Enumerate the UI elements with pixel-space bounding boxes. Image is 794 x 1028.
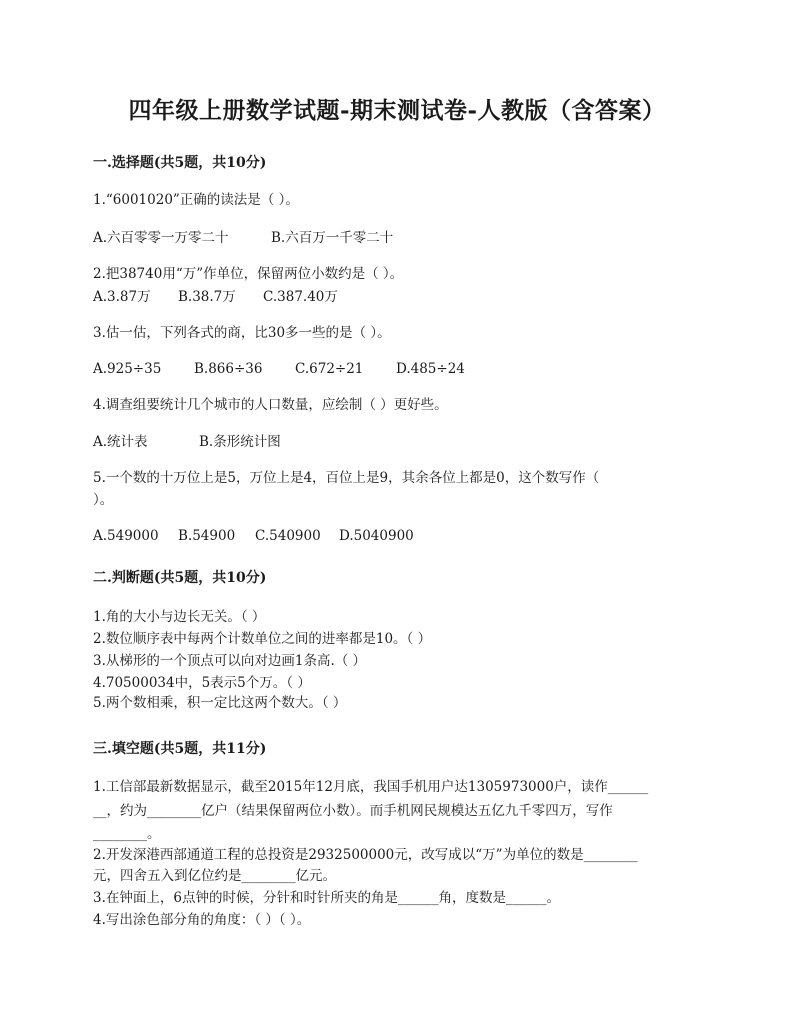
option-b[interactable]: B.866÷36 <box>194 361 263 377</box>
option-b[interactable]: B.六百万一千零二十 <box>271 230 394 246</box>
option-c[interactable]: C.387.40万 <box>263 289 338 305</box>
option-a[interactable]: A.3.87万 <box>93 289 151 305</box>
fill-q2-line2: 元，四舍五入到亿位约是________亿元。 <box>93 868 336 884</box>
fill-q2-line1: 2.开发深港西部通道工程的总投资是2932500000元，改写成以“万”为单位的数是________ <box>93 847 638 863</box>
question-5-stem-line2: ）。 <box>93 492 114 508</box>
section-heading-choice: 一.选择题(共5题，共10分) <box>93 155 267 171</box>
judge-item-4: 4.70500034中，5表示5个万。（ ） <box>93 675 311 691</box>
judge-item-3: 3.从梯形的一个顶点可以向对边画1条高.（ ） <box>93 653 367 669</box>
fill-q1-line3: ________。 <box>93 826 161 842</box>
fill-q1-line1: 1.工信部最新数据显示，截至2015年12月底，我国手机用户达1305973000户，读作______ <box>93 779 649 795</box>
question-4-options <box>93 434 281 450</box>
question-2-options <box>93 289 338 305</box>
section-heading-judge: 二.判断题(共5题，共10分) <box>93 570 267 586</box>
fill-q3: 3.在钟面上，6点钟的时候，分针和时针所夹的角是______角，度数是______。 <box>93 890 560 906</box>
question-3-options <box>93 361 465 377</box>
question-5-stem-line1: 5.一个数的十万位上是5，万位上是4，百位上是9，其余各位上都是0，这个数写作（ <box>93 470 600 486</box>
option-a[interactable]: A.统计表 <box>93 434 148 450</box>
judge-item-1: 1.角的大小与边长无关。（ ） <box>93 609 266 625</box>
question-5-options <box>93 528 414 544</box>
option-c[interactable]: C.672÷21 <box>295 361 364 377</box>
option-a[interactable]: A.925÷35 <box>93 361 162 377</box>
option-d[interactable]: D.485÷24 <box>396 361 465 377</box>
question-2-stem: 2.把38740用“万”作单位，保留两位小数约是（ ）。 <box>93 266 404 282</box>
option-b[interactable]: B.38.7万 <box>178 289 236 305</box>
option-b[interactable]: B.条形统计图 <box>199 434 281 450</box>
fill-q4: 4.写出涂色部分角的角度：（ ）（ ）。 <box>93 912 311 928</box>
question-3-stem: 3.估一估，下列各式的商，比30多一些的是（ ）。 <box>93 325 391 341</box>
fill-q1-line2: __，约为________亿户（结果保留两位小数）。而手机网民规模达五亿九千零四万，写作 <box>93 803 613 819</box>
page-title: 四年级上册数学试题-期末测试卷-人教版（含答案） <box>128 97 666 124</box>
option-a[interactable]: A.六百零零一万零二十 <box>93 230 229 246</box>
question-4-stem: 4.调查组要统计几个城市的人口数量，应绘制（ ）更好些。 <box>93 397 448 413</box>
option-a[interactable]: A.549000 <box>93 528 159 544</box>
question-1-stem: 1.“6001020”正确的读法是（ ）。 <box>93 192 299 208</box>
option-c[interactable]: C.540900 <box>255 528 321 544</box>
option-d[interactable]: D.5040900 <box>339 528 414 544</box>
judge-item-2: 2.数位顺序表中每两个计数单位之间的进率都是10。（ ） <box>93 631 432 647</box>
question-1-options <box>93 230 393 246</box>
option-b[interactable]: B.54900 <box>178 528 236 544</box>
section-heading-fill: 三.填空题(共5题，共11分) <box>93 741 267 757</box>
judge-item-5: 5.两个数相乘，积一定比这两个数大。（ ） <box>93 695 347 711</box>
